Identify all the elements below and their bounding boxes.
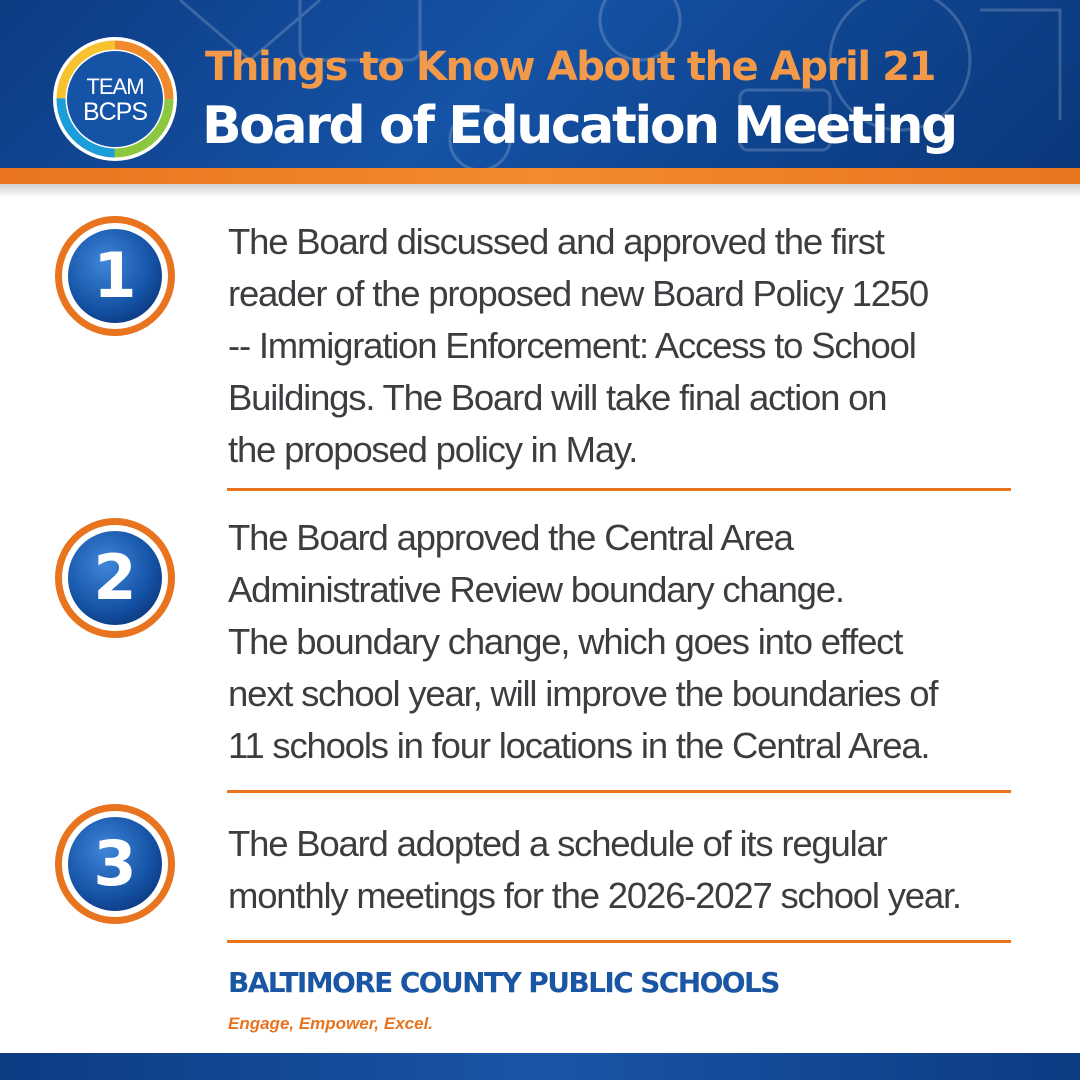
badge-number: 2 [93,541,137,614]
team-bcps-logo [52,36,178,162]
item-text-2: The Board approved the Central Area Administrative Review boundary change. The boundary change, which goes into effect next school year, will improve the boundaries of 11 schools in four locations in the Central Area. [228,517,938,766]
page-title: Board of Education Meeting [202,96,956,156]
header-subtitle: Things to Know About the April 21 [205,44,936,90]
organization-tagline: Engage, Empower, Excel. [228,1014,434,1033]
logo-text-team: TEAM [86,74,144,99]
item-text-1: The Board discussed and approved the first reader of the proposed new Board Policy 1250 -- Immigration Enforcement: Access to School Buildings. The Board will take final action on the proposed policy in May. [228,221,928,470]
item-text-3: The Board adopted a schedule of its regular monthly meetings for the 2026-2027 school year. [228,823,961,916]
header-shadow [0,184,1080,198]
badge-number: 1 [93,239,137,312]
number-badge-2 [53,516,177,640]
header-orange-stripe [0,168,1080,184]
number-badge-1 [53,214,177,338]
divider-1 [227,488,1011,491]
number-badge-3 [53,802,177,926]
logo-text-bcps: BCPS [82,98,148,126]
divider-2 [227,790,1011,793]
divider-3 [227,940,1011,943]
badge-number: 3 [93,827,137,900]
organization-name: BALTIMORE COUNTY PUBLIC SCHOOLS [228,966,779,999]
bottom-bar [0,1053,1080,1080]
